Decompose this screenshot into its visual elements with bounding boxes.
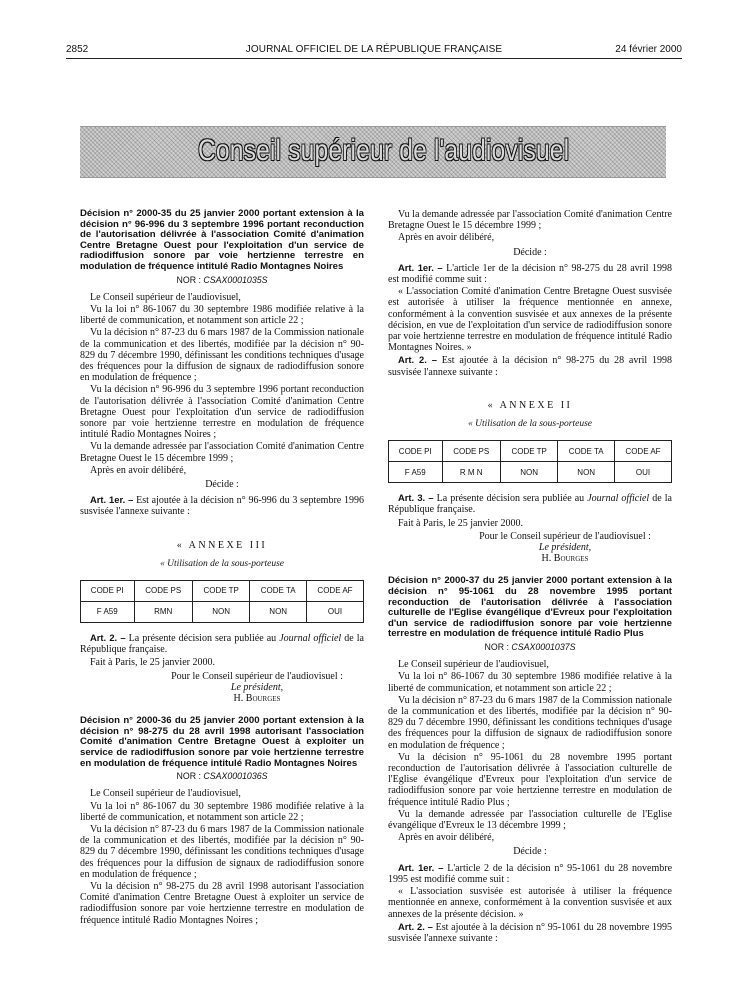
article-label: Art. 1er. – — [398, 261, 443, 273]
article-text: L'article 2 de la décision n° 95-1061 du 28 novembre 1995 est modifié comme suit : — [388, 862, 673, 885]
paragraph: Après en avoir délibéré, — [90, 464, 187, 476]
article-2 — [388, 354, 672, 377]
paragraph: Vu la demande adressée par l'association Comité d'animation Centre Bretagne Ouest le 15 décembre 1999 ; — [388, 209, 672, 232]
table-header-row — [389, 441, 672, 462]
article-1 — [388, 862, 672, 885]
page-header — [66, 44, 682, 58]
signature-place-date: Fait à Paris, le 25 janvier 2000. — [90, 657, 215, 669]
article-text: La présente décision sera publiée au — [436, 493, 585, 505]
paragraph: Vu la décision n° 96-996 du 3 septembre 1996 portant reconduction de l'autorisation délivrée à l'association Comité d'animation Centre Bretagne Ouest pour l'exploitation d'un service de radiodiffusion sonore par voie hertzienne terrestre en modulation de fréquence intitulé Radio Montagnes Noires ; — [80, 384, 364, 441]
quoted-article: « L'association susvisée est autorisée à utiliser la fréquence mentionnée en annexe, conformément à la convention susvisée et aux annexes de la présente décision. » — [388, 886, 672, 920]
article-text: Est ajoutée à la décision n° 96-996 du 3 septembre 1996 susvisée l'annexe suivante : — [80, 495, 365, 518]
annex-subtitle: « Utilisation de la sous-porteuse — [159, 558, 285, 569]
table-cell: F A59 — [389, 462, 443, 483]
table-header-cell: CODE AF — [614, 441, 671, 462]
article-label: Art. 2. – — [90, 632, 126, 644]
nor-code: CSAX0001037S — [511, 642, 576, 653]
banner-title: Conseil supérieur de l'audiovisuel — [198, 134, 570, 167]
paragraph: Vu la décision n° 87-23 du 6 mars 1987 de la Commission nationale de la communication et des libertés, modifiée par la décision n° 90-829 du 7 décembre 1990, définissant les conditions techniques d'usage des fréquences pour la diffusion de signaux de radiodiffusion sonore en modulation de fréquence ; — [80, 824, 364, 880]
nor-code: CSAX0001036S — [203, 771, 268, 782]
decision-36-heading: Décision n° 2000-36 du 25 janvier 2000 portant extension à la décision n° 98-275 du 28 avril 1998 autorisant l'association Comité d'animation Centre Bretagne Ouest à exploiter un service de radiodiffusion sonore par voie hertzienne terrestre en modulation de fréquence intitulé Radio Montagnes Noires — [80, 715, 364, 769]
table-header-cell: CODE PI — [389, 441, 443, 462]
table-cell: OUI — [614, 462, 671, 483]
article-label: Art. 1er. – — [398, 861, 444, 873]
decision-37-heading: Décision n° 2000-37 du 25 janvier 2000 portant extension à la décision n° 95-1061 du 28 novembre 1995 portant reconduction de l'autorisation délivrée à l'association culturelle de l'Eglise évangélique d'Evreux pour l'exploitation d'un service de radiodiffusion sonore par voie hertzienne terrestre en modulation de fréquence intitulé Radio Plus — [388, 575, 672, 640]
section-banner — [80, 126, 666, 178]
nor-reference — [80, 275, 364, 286]
article-text: L'article 1er de la décision n° 98-275 du 28 avril 1998 est modifié comme suit : — [388, 262, 673, 286]
article-3 — [388, 492, 672, 515]
table-header-row — [81, 581, 364, 602]
table-cell: NON — [192, 602, 249, 623]
table-cell: RMN — [134, 602, 192, 623]
signatory-title: Le président, — [538, 542, 592, 554]
article-text: Est ajoutée à la décision n° 95-1061 du 28 novembre 1995 susvisée l'annexe suivante : — [388, 921, 672, 944]
signature-line: Pour le Conseil supérieur de l'audiovisuel : — [479, 530, 651, 542]
paragraph: Vu la décision n° 87-23 du 6 mars 1987 de la Commission nationale de la communication et des libertés, modifiée par la décision n° 90-829 du 7 décembre 1990, définissant les conditions techniques d'usage des fréquences pour la diffusion de signaux de radiodiffusion sonore en modulation de fréquence ; — [80, 327, 364, 384]
journal-name: Journal officiel — [279, 633, 342, 645]
table-header-cell: CODE PI — [81, 581, 135, 602]
table-cell: R M N — [442, 462, 500, 483]
article-text: La présente décision sera publiée au — [128, 633, 277, 645]
table-row — [81, 602, 364, 623]
article-text: Est ajoutée à la décision n° 98-275 du 28 avril 1998 susvisée l'annexe suivante : — [388, 355, 672, 378]
article-label: Art. 1er. – — [90, 494, 134, 506]
header-rule — [66, 58, 682, 59]
page-number: 2852 — [66, 44, 89, 55]
paragraph: Vu la loi n° 86-1067 du 30 septembre 1986 modifiée relative à la liberté de communication, et notamment son article 22 ; — [80, 800, 364, 823]
left-column — [80, 209, 364, 927]
table-header-cell: CODE TP — [500, 441, 557, 462]
quoted-article: « L'association Comité d'animation Centre Bretagne Ouest susvisée est autorisée à utiliser la fréquence mentionnée en annexe, conformément à la convention susvisée et aux annexes de la présente décision, en vue de l'exploitation d'un service de radiodiffusion sonore par voie hertzienne terrestre en modulation de fréquence intitulé Radio Montagnes Noires. » — [388, 286, 672, 354]
journal-name: Journal officiel — [587, 493, 650, 505]
nor-reference — [388, 642, 672, 653]
article-text: de la République française. — [80, 633, 364, 656]
paragraph: Le Conseil supérieur de l'audiovisuel, — [90, 291, 241, 303]
signatory-title: Le président, — [230, 681, 284, 693]
nor-code: CSAX0001035S — [203, 274, 268, 285]
annex-title: « ANNEXE III — [176, 539, 268, 551]
decide-label: Décide : — [205, 479, 239, 491]
paragraph: Vu la demande adressée par l'association culturelle de l'Eglise évangélique d'Evreux le 13 décembre 1999 ; — [388, 808, 672, 832]
signature-line: Pour le Conseil supérieur de l'audiovisuel : — [171, 670, 343, 682]
nor-reference — [80, 771, 364, 782]
annex-title: « ANNEXE II — [487, 399, 573, 411]
article-2 — [388, 921, 672, 944]
paragraph: Vu la loi n° 86-1067 du 30 septembre 1986 modifiée relative à la liberté de communication, et notamment son article 22 ; — [80, 303, 364, 327]
article-1 — [388, 262, 672, 285]
table-cell: OUI — [306, 602, 363, 623]
table-cell: NON — [500, 462, 557, 483]
article-2 — [80, 632, 364, 655]
nor-label: NOR : — [484, 642, 509, 653]
nor-label: NOR : — [176, 274, 201, 285]
paragraph: Après en avoir délibéré, — [398, 232, 495, 244]
table-header-cell: CODE TA — [250, 581, 307, 602]
journal-title: JOURNAL OFFICIEL DE LA RÉPUBLIQUE FRANÇAISE — [245, 44, 503, 55]
signatory-name: H. Bourges — [233, 693, 281, 705]
table-cell: NON — [250, 602, 307, 623]
table-header-cell: CODE TP — [192, 581, 249, 602]
table-cell: F A59 — [81, 602, 135, 623]
decision-35-heading: Décision n° 2000-35 du 25 janvier 2000 portant extension à la décision n° 96-996 du 3 septembre 1996 portant reconduction de l'autorisation délivrée à l'association Comité d'animation Centre Bretagne Ouest pour l'exploitation d'un service de radiodiffusion sonore par voie hertzienne terrestre en modulation de fréquence intitulé Radio Montagnes Noires — [80, 208, 364, 272]
paragraph: Le Conseil supérieur de l'audiovisuel, — [398, 659, 549, 671]
table-header-cell: CODE TA — [558, 441, 615, 462]
paragraph: Vu la décision n° 95-1061 du 28 novembre 1995 portant reconduction de l'autorisation délivrée à l'association culturelle de l'Eglise évangélique d'Evreux pour l'exploitation d'un service de radiodiffusion sonore par voie hertzienne terrestre en modulation de fréquence intitulé Radio Plus ; — [388, 751, 672, 808]
paragraph: Vu la décision n° 87-23 du 6 mars 1987 de la Commission nationale de la communication et des libertés, modifiée par la décision n° 90-829 du 7 décembre 1990, définissant les conditions techniques d'usage des fréquences pour la diffusion de signaux de radiodiffusion sonore en modulation de fréquence ; — [388, 694, 672, 751]
paragraph: Vu la décision n° 98-275 du 28 avril 1998 autorisant l'association Comité d'animation Centre Bretagne Ouest à exploiter un service de radiodiffusion sonore par voie hertzienne terrestre en modulation de fréquence intitulé Radio Montagnes Noires ; — [80, 881, 364, 926]
annex-subtitle: « Utilisation de la sous-porteuse — [467, 419, 593, 430]
paragraph: Vu la demande adressée par l'association Comité d'animation Centre Bretagne Ouest le 15 décembre 1999 ; — [80, 441, 364, 464]
paragraph: Le Conseil supérieur de l'audiovisuel, — [90, 788, 241, 800]
issue-date: 24 février 2000 — [615, 44, 682, 55]
decide-label: Décide : — [513, 846, 547, 858]
table-header-cell: CODE PS — [442, 441, 500, 462]
paragraph: Après en avoir délibéré, — [398, 832, 495, 844]
paragraph: Vu la loi n° 86-1067 du 30 septembre 1986 modifiée relative à la liberté de communication, et notamment son article 22 ; — [388, 671, 672, 694]
subcarrier-table — [80, 580, 364, 623]
subcarrier-table — [388, 440, 672, 483]
table-cell: NON — [558, 462, 615, 483]
article-label: Art. 2. – — [398, 354, 437, 366]
table-row — [389, 462, 672, 483]
decide-label: Décide : — [513, 246, 547, 258]
article-label: Art. 2. – — [398, 920, 433, 932]
nor-label: NOR : — [176, 771, 201, 782]
signature-place-date: Fait à Paris, le 25 janvier 2000. — [398, 517, 523, 529]
right-column — [388, 209, 672, 945]
signatory-name: H. Bourges — [541, 553, 589, 565]
table-header-cell: CODE AF — [306, 581, 363, 602]
article-label: Art. 3. – — [398, 492, 434, 504]
table-header-cell: CODE PS — [134, 581, 192, 602]
article-1 — [80, 494, 364, 517]
article-text: de la République française. — [388, 493, 672, 516]
